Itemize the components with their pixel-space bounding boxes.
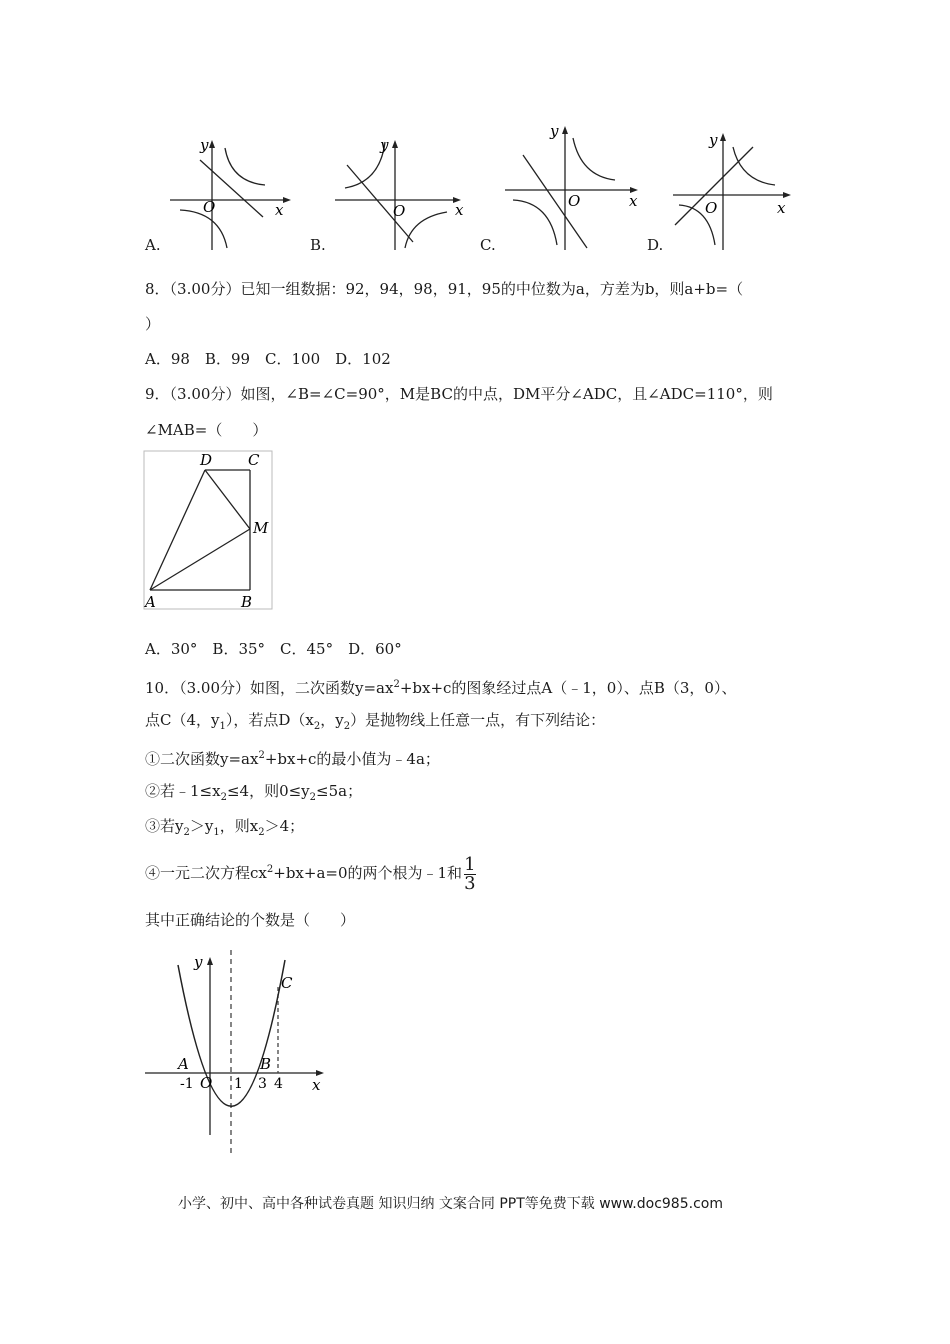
q7-option-b: B. (310, 236, 326, 254)
svg-text:y: y (200, 136, 209, 154)
q10-parabola-figure (140, 945, 335, 1160)
q9-stem-line2: ∠MAB=（ ） (145, 421, 268, 439)
q10-conclusion-4: ④一元二次方程$cx^2+bx+a=0$的两个根为﹣1和 $\frac{1}{3}$ (145, 853, 476, 894)
svg-text:O: O (393, 202, 406, 220)
svg-text:x: x (275, 201, 284, 219)
svg-text:y: y (550, 122, 559, 140)
q10-stem-line1: 10．（3.00分）如图，二次函数$y=ax^2+bx+c$的图象经过点A（﹣1，0）、点B（3，0）、 (145, 679, 737, 697)
q7-graph-a (145, 130, 295, 255)
svg-text:x: x (312, 1076, 321, 1094)
svg-text:-1: -1 (180, 1076, 194, 1092)
q7-option-a: A. (145, 236, 161, 254)
svg-text:3: 3 (258, 1076, 267, 1092)
svg-text:A: A (145, 593, 156, 611)
page-footer: 小学、初中、高中各种试卷真题 知识归纳 文案合同 PPT等免费下载 www.doc985.com (178, 1196, 723, 1212)
q8-stem-line2: ） (145, 315, 161, 333)
q7-option-c: C. (480, 236, 496, 254)
svg-text:C: C (281, 974, 293, 992)
svg-text:O: O (705, 199, 718, 217)
svg-text:x: x (629, 192, 638, 210)
svg-text:O: O (568, 192, 581, 210)
svg-text:y: y (194, 953, 203, 971)
svg-text:B: B (241, 593, 253, 611)
svg-text:A: A (178, 1055, 189, 1073)
svg-text:y: y (380, 136, 389, 154)
q9-figure (143, 450, 278, 612)
svg-text:C: C (248, 451, 260, 469)
q7-option-d: D. (647, 236, 664, 254)
q8-choices: A．98 B．99 C．100 D．102 (145, 350, 391, 368)
svg-text:x: x (455, 201, 464, 219)
svg-text:D: D (200, 451, 213, 469)
svg-text:O: O (200, 1074, 213, 1092)
svg-text:B: B (260, 1055, 272, 1073)
svg-text:1: 1 (234, 1076, 243, 1092)
svg-text:4: 4 (274, 1076, 283, 1092)
q10-conclusion-3: ③若$y_2>y_1$，则$x_2>4$； (145, 817, 305, 838)
q10-conclusion-1: ①二次函数$y=ax^2+bx+c$的最小值为﹣4a； (145, 750, 440, 768)
svg-text:y: y (709, 131, 718, 149)
q9-choices: A．30° B．35° C．45° D．60° (145, 640, 402, 658)
q10-stem-line2: 点C（4，$y_1$），若点$D(x_2$，$y_2$）是抛物线上任意一点，有下列结论： (145, 711, 606, 732)
q10-conclusion-2: ②若$﹣1\le x_2\le 4$，则$0\le y_2\le 5a$； (145, 782, 363, 803)
q7-graph-c (495, 120, 645, 255)
q9-stem-line1: 9．（3.00分）如图，∠B=∠C=90°，M是BC的中点，DM平分∠ADC，且∠ADC=110°，则 (145, 385, 773, 403)
svg-text:O: O (203, 198, 216, 216)
fraction-one-third: $\frac{1}{3}$ (464, 853, 476, 894)
q7-graph-d (665, 125, 815, 255)
svg-text:M: M (253, 519, 269, 537)
q7-graph-b (325, 130, 475, 255)
svg-text:x: x (777, 199, 786, 217)
q10-question: 其中正确结论的个数是（ ） (145, 911, 356, 929)
q8-stem-line1: 8．（3.00分）已知一组数据：92，94，98，91，95的中位数为a，方差为b，则a+b=（ (145, 280, 744, 298)
